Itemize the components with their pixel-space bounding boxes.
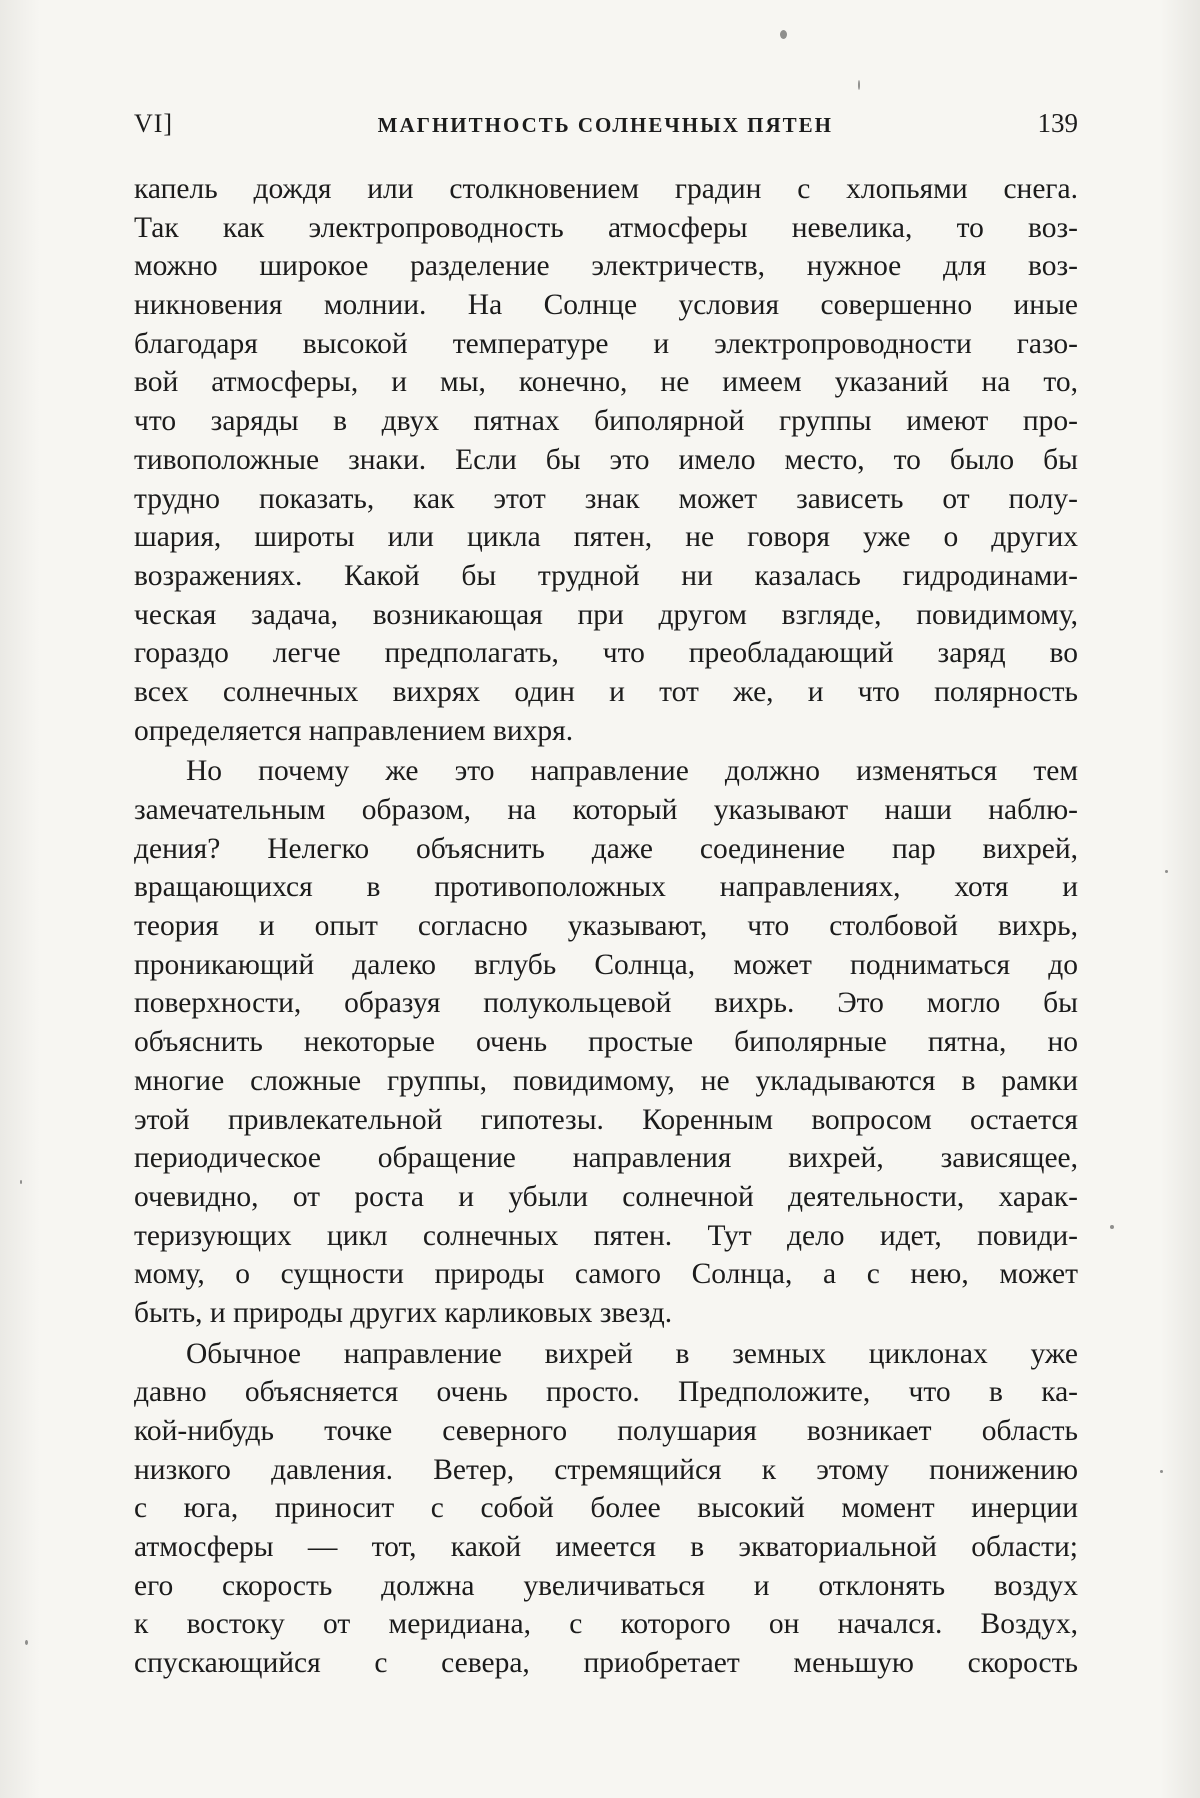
ink-speck (1110, 1225, 1114, 1229)
text-line: этой привлекательной гипотезы. Коренным вопросом остается (134, 1101, 1078, 1140)
body-text (134, 170, 1078, 1683)
paragraph-2 (134, 752, 1078, 1332)
text-line: теория и опыт согласно указывают, что столбовой вихрь, (134, 907, 1078, 946)
text-line: мому, о сущности природы самого Солнца, а с нею, может (134, 1255, 1078, 1294)
text-line: Но почему же это направление должно изменяться тем (134, 752, 1078, 791)
paragraph-3 (134, 1335, 1078, 1683)
text-line: теризующих цикл солнечных пятен. Тут дело идет, повиди- (134, 1217, 1078, 1256)
ink-speck (20, 1180, 22, 1184)
text-line: вой атмосферы, и мы, конечно, не имеем указаний на то, (134, 363, 1078, 402)
text-line: что заряды в двух пятнах биполярной группы имеют про- (134, 402, 1078, 441)
book-page (0, 0, 1200, 1798)
text-line: всех солнечных вихрях один и тот же, и что полярность (134, 673, 1078, 712)
text-line: очевидно, от роста и убыли солнечной деятельности, харак- (134, 1178, 1078, 1217)
text-line: гораздо легче предполагать, что преобладающий заряд во (134, 634, 1078, 673)
text-line: быть, и природы других карликовых звезд. (134, 1294, 1078, 1333)
text-line: кой-нибудь точке северного полушария возникает область (134, 1412, 1078, 1451)
ink-speck (1160, 1470, 1163, 1473)
text-line: капель дождя или столкновением градин с хлопьями снега. (134, 170, 1078, 209)
text-line: многие сложные группы, повидимому, не укладываются в рамки (134, 1062, 1078, 1101)
text-line: дения? Нелегко объяснить даже соединение пар вихрей, (134, 830, 1078, 869)
running-head (134, 108, 1078, 144)
ink-speck (858, 80, 860, 90)
text-line: поверхности, образуя полукольцевой вихрь. Это могло бы (134, 984, 1078, 1023)
paragraph-1 (134, 170, 1078, 750)
text-line: Так как электропроводность атмосферы невелика, то воз- (134, 209, 1078, 248)
chapter-number: VI] (134, 109, 173, 139)
text-line: к востоку от меридиана, с которого он начался. Воздух, (134, 1605, 1078, 1644)
text-line: тивоположные знаки. Если бы это имело место, то было бы (134, 441, 1078, 480)
text-line: давно объясняется очень просто. Предположите, что в ка- (134, 1373, 1078, 1412)
text-line: замечательным образом, на который указывают наши наблю- (134, 791, 1078, 830)
text-line: определяется направлением вихря. (134, 712, 1078, 751)
ink-speck (25, 1640, 28, 1645)
text-line: вращающихся в противоположных направлениях, хотя и (134, 868, 1078, 907)
text-line: шария, широты или цикла пятен, не говоря уже о других (134, 518, 1078, 557)
text-line: спускающийся с севера, приобретает меньшую скорость (134, 1644, 1078, 1683)
page-number: 139 (1037, 108, 1078, 139)
text-line: низкого давления. Ветер, стремящийся к этому понижению (134, 1451, 1078, 1490)
text-line: его скорость должна увеличиваться и отклонять воздух (134, 1567, 1078, 1606)
text-line: возражениях. Какой бы трудной ни казалась гидродинами- (134, 557, 1078, 596)
text-line: благодаря высокой температуре и электропроводности газо- (134, 325, 1078, 364)
text-line: Обычное направление вихрей в земных циклонах уже (134, 1335, 1078, 1374)
text-line: атмосферы — тот, какой имеется в экваториальной области; (134, 1528, 1078, 1567)
ink-speck (1165, 870, 1168, 873)
left-edge-shade (0, 0, 40, 1798)
ink-speck (780, 30, 787, 39)
text-line: трудно показать, как этот знак может зависеть от полу- (134, 480, 1078, 519)
text-line: никновения молнии. На Солнце условия совершенно иные (134, 286, 1078, 325)
right-edge-shade (1160, 0, 1200, 1798)
text-line: ческая задача, возникающая при другом взгляде, повидимому, (134, 596, 1078, 635)
text-line: можно широкое разделение электричеств, нужное для воз- (134, 247, 1078, 286)
running-title: МАГНИТНОСТЬ СОЛНЕЧНЫХ ПЯТЕН (378, 113, 833, 138)
text-line: периодическое обращение направления вихрей, зависящее, (134, 1139, 1078, 1178)
text-line: объяснить некоторые очень простые биполярные пятна, но (134, 1023, 1078, 1062)
text-line: проникающий далеко вглубь Солнца, может подниматься до (134, 946, 1078, 985)
text-line: с юга, приносит с собой более высокий момент инерции (134, 1489, 1078, 1528)
